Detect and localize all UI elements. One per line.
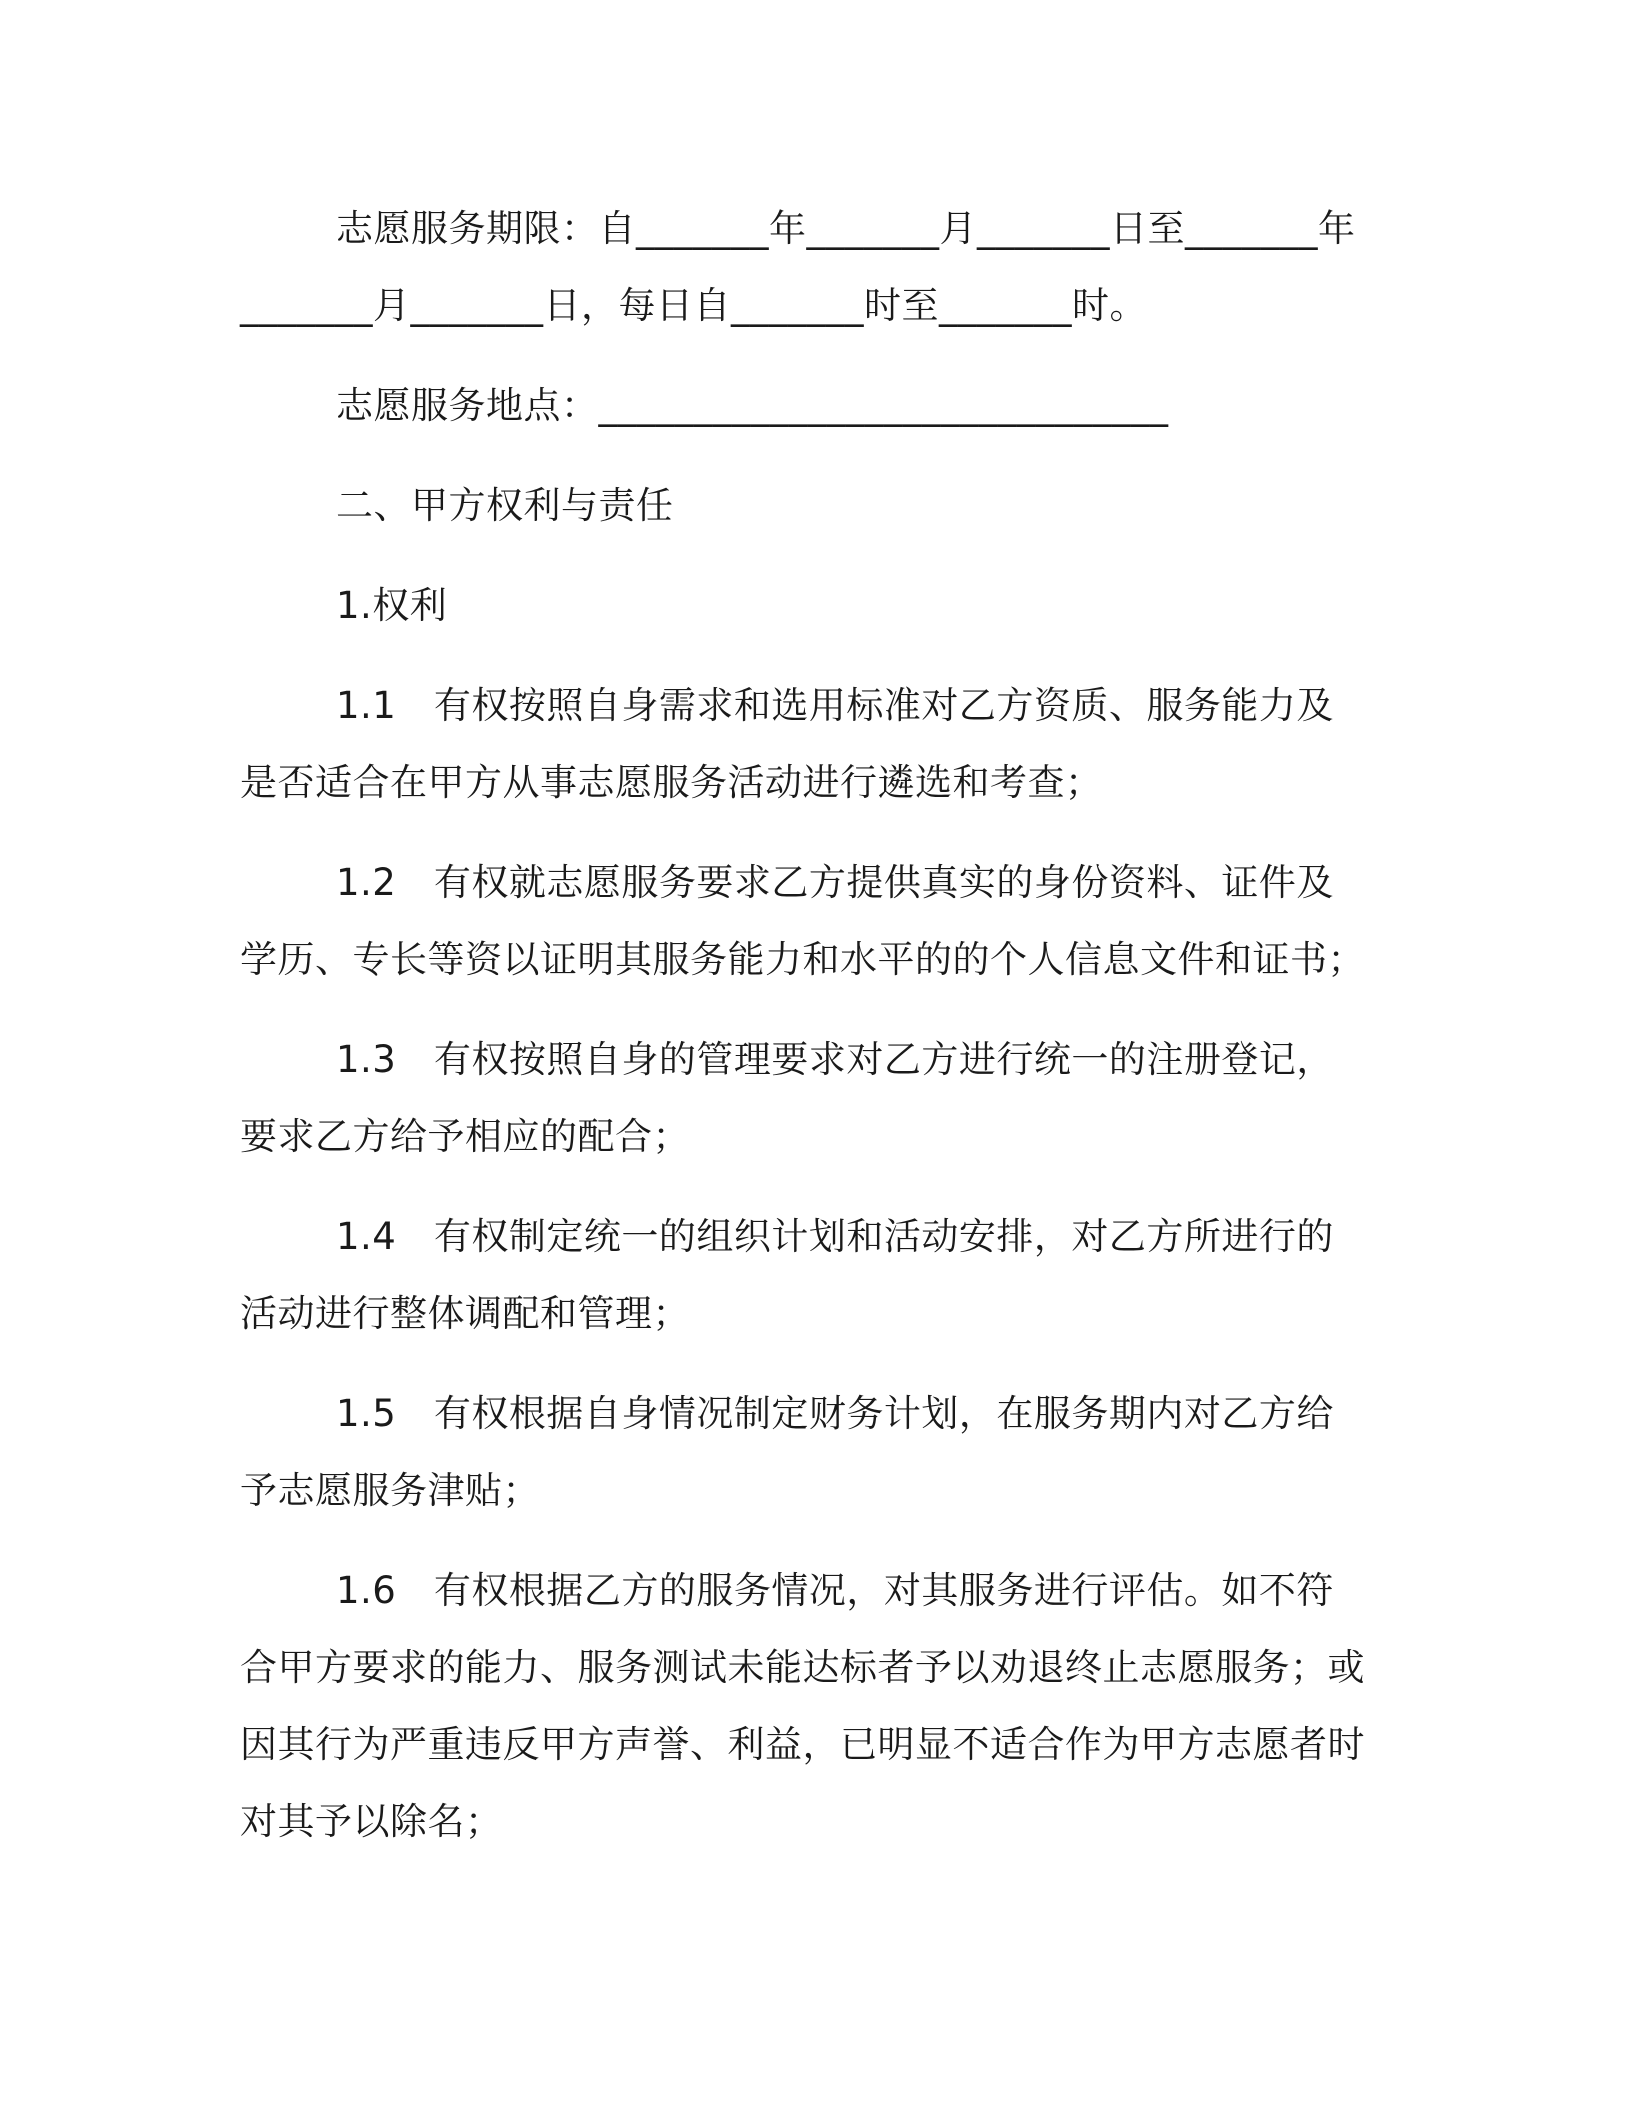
clause-paragraph: 1.6 有权根据乙方的服务情况，对其服务进行评估。如不符合甲方要求的能力、服务测试未能达标者予以劝退终止志愿服务；或因其行为严重违反甲方声誉、利益，已明显不适合作为甲方志愿者时对其予以除名； <box>240 1569 1365 1843</box>
clause-paragraph: 1.4 有权制定统一的组织计划和活动安排，对乙方所进行的活动进行整体调配和管理； <box>240 1215 1334 1335</box>
document-page <box>240 190 1365 1883</box>
clause-paragraph: 1.3 有权按照自身的管理要求对乙方进行统一的注册登记，要求乙方给予相应的配合； <box>240 1038 1334 1158</box>
section-heading: 二、甲方权利与责任 <box>336 484 674 527</box>
service-period-paragraph: 志愿服务期限：自_______年_______月_______日至_______年_______月_______日，每日自_______时至_______时。 <box>240 207 1356 327</box>
clause-paragraph: 1.1 有权按照自身需求和选用标准对乙方资质、服务能力及是否适合在甲方从事志愿服务活动进行遴选和考查； <box>240 684 1334 804</box>
clause-paragraph: 1.2 有权就志愿服务要求乙方提供真实的身份资料、证件及学历、专长等资以证明其服务能力和水平的的个人信息文件和证书； <box>240 861 1365 981</box>
service-location-paragraph: 志愿服务地点：______________________________ <box>336 384 1169 427</box>
subsection-heading: 1.权利 <box>336 584 448 627</box>
clause-paragraph: 1.5 有权根据自身情况制定财务计划，在服务期内对乙方给予志愿服务津贴； <box>240 1392 1334 1512</box>
